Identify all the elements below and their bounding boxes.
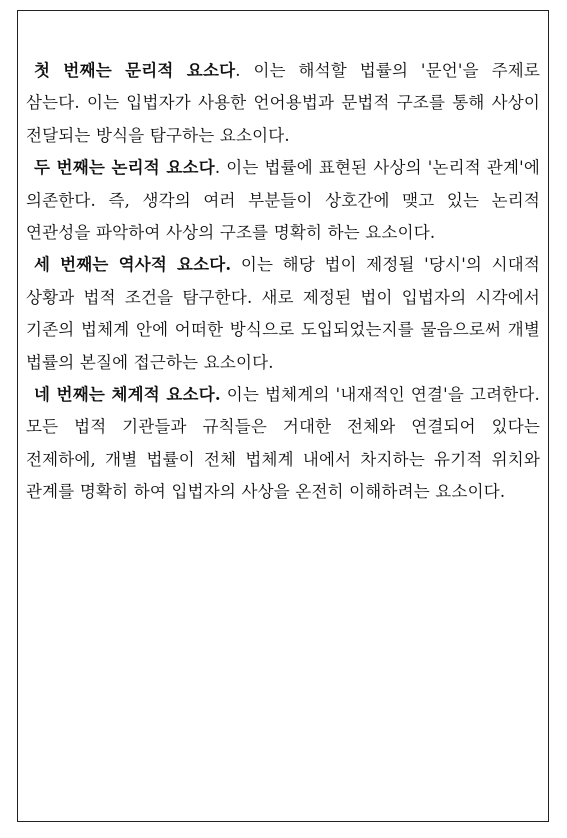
- paragraph-historical-element: [26, 249, 540, 379]
- paragraph-heading: 세 번째는 역사적 요소다.: [34, 255, 232, 275]
- paragraph-text: 이는 해당 법이 제정될 '당시'의 시대적 상황과 법적 조건을 탐구한다. 새로 제정된 법이 입법자의 시각에서 기존의 법체계 안에 어떠한 방식으로 도입되었는지를 물음으로써 개별 법률의 본질에 접근하는 요소이다.: [26, 255, 540, 372]
- paragraph-heading: 첫 번째는 문리적 요소다: [34, 61, 236, 80]
- paragraph-text: 이는 법체계의 '내재적인 연결'을 고려한다. 모든 법적 기관들과 규칙들은 거대한 전체와 연결되어 있다는 전제하에, 개별 법률이 전체 법체계 내에서 차지하는 유기적 위치와 관계를 명확히 하여 입법자의 사상을 온전히 이해하려는 요소이다.: [26, 385, 540, 502]
- paragraph-systematic-element: [26, 379, 540, 509]
- paragraph-heading: 네 번째는 체계적 요소다.: [34, 385, 221, 405]
- paragraph-literal-element: [26, 55, 540, 152]
- paragraph-text: . 이는 법률에 표현된 사상의 '논리적 관계'에 의존한다. 즉, 생각의 여러 부분들이 상호간에 맺고 있는 논리적 연관성을 파악하여 사상의 구조를 명확히 하는 요소이다.: [26, 158, 540, 243]
- paragraph-heading: 두 번째는 논리적 요소다: [34, 158, 215, 178]
- paragraph-text: . 이는 해석할 법률의 '문언'을 주제로 삼는다. 이는 입법자가 사용한 언어용법과 문법적 구조를 통해 사상이 전달되는 방식을 탐구하는 요소이다.: [26, 61, 540, 145]
- paragraph-logical-element: [26, 152, 540, 249]
- document-body: [26, 55, 540, 509]
- document-frame: [17, 10, 549, 822]
